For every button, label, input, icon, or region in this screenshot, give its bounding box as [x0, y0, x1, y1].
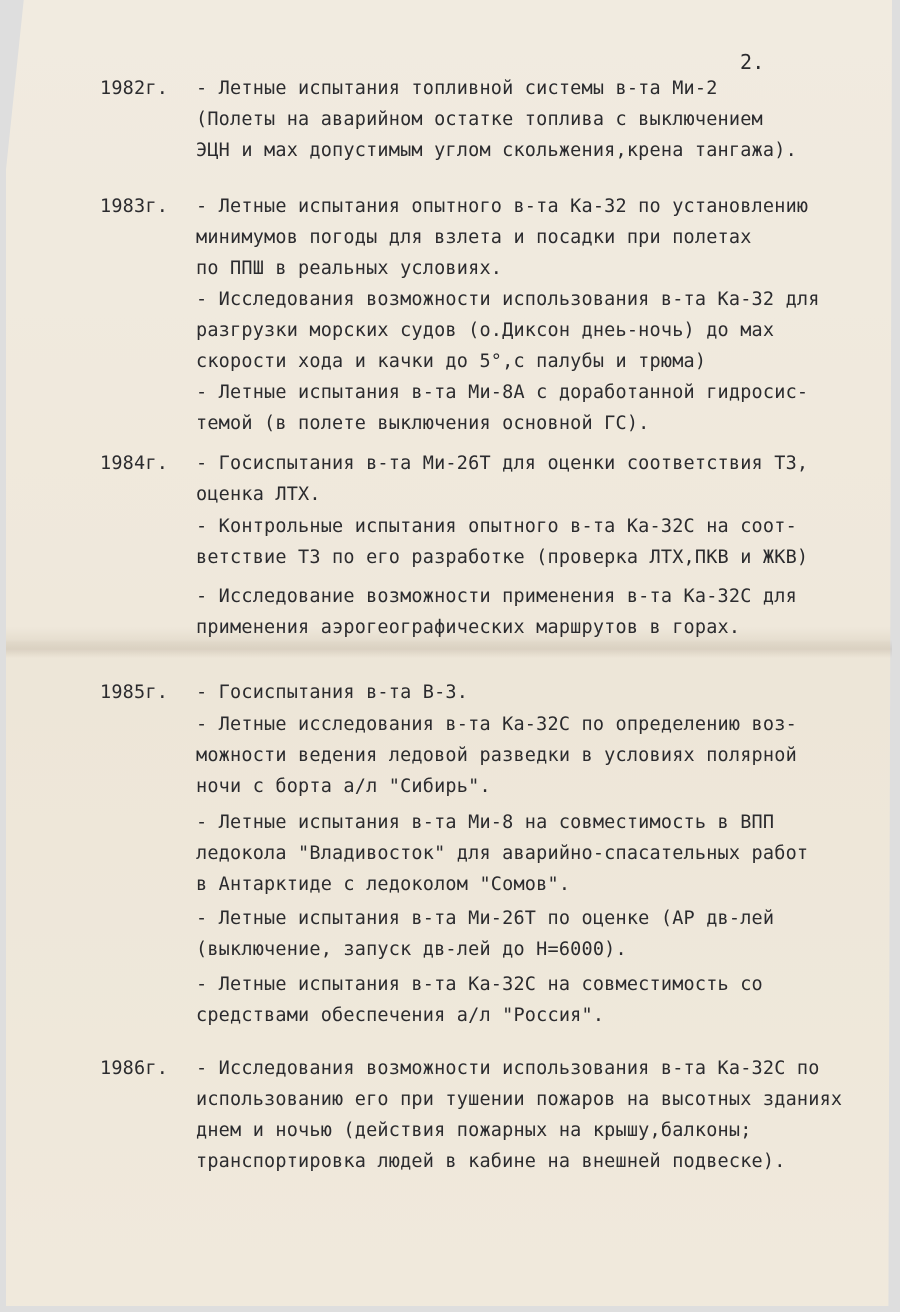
entry-line: ветствие ТЗ по его разработке (проверка ЛТХ,ПКВ и ЖКВ) [196, 547, 809, 568]
entry-line: можности ведения ледовой разведки в условиях полярной [196, 745, 797, 766]
entry-1984-3 [196, 588, 797, 650]
entry-1985-2 [196, 716, 797, 809]
entry-line: - Госиспытания в-та В-3. [196, 682, 469, 703]
entry-1984-2 [196, 518, 808, 580]
entry-1983-3 [196, 384, 808, 446]
entry-line: ночи с борта а/л "Сибирь". [196, 776, 491, 797]
entry-line: (выключение, запуск дв-лей до Н=6000). [196, 939, 627, 960]
entry-line: - Исследования возможности использования в-та Ка-32 для [196, 289, 820, 310]
entry-1985-4 [196, 910, 774, 972]
entry-line: по ППШ в реальных условиях. [196, 258, 503, 279]
entry-line: - Исследование возможности применения в-та Ка-32С для [196, 586, 797, 607]
year-1983: 1983г. [100, 196, 169, 217]
entry-line: ЭЦН и мах допустимым углом скольжения,крена тангажа). [196, 140, 797, 161]
entry-line: минимумов погоды для взлета и посадки при полетах [196, 227, 752, 248]
page-number: 2. [740, 50, 765, 74]
entry-line: - Госиспытания в-та Ми-26Т для оценки соответствия ТЗ, [196, 453, 809, 474]
entry-line: ледокола "Владивосток" для аварийно-спасательных работ [196, 843, 809, 864]
entry-1983-1 [196, 198, 808, 291]
entry-line: темой (в полете выключения основной ГС). [196, 413, 650, 434]
entry-line: (Полеты на аварийном остатке топлива с выключением [196, 109, 763, 130]
entry-line: - Летные испытания в-та Ми-8 на совместимость в ВПП [196, 812, 775, 833]
entry-line: - Летные исследования в-та Ка-32С по определению воз- [196, 714, 797, 735]
entry-line: - Летные испытания в-та Ми-8А с доработанной гидросис- [196, 382, 809, 403]
year-1984: 1984г. [100, 453, 169, 474]
entry-line: средствами обеспечения а/л "Россия". [196, 1005, 605, 1026]
entry-line: применения аэрогеографических маршрутов в горах. [196, 617, 741, 638]
entry-line: скорости хода и качки до 5°,с палубы и трюма) [196, 351, 707, 372]
entry-line: днем и ночью (действия пожарных на крышу,балконы; [196, 1120, 752, 1141]
entry-line: - Исследования возможности использования в-та Ка-32С по [196, 1058, 820, 1079]
entry-line: - Летные испытания в-та Ка-32С на совместимость со [196, 974, 763, 995]
entry-line: использованию его при тушении пожаров на высотных зданиях [196, 1089, 843, 1110]
entry-line: - Летные испытания опытного в-та Ка-32 по установлению [196, 196, 809, 217]
entry-1982-1 [196, 80, 797, 173]
entry-line: - Контрольные испытания опытного в-та Ка-32С на соот- [196, 516, 797, 537]
entry-line: - Летные испытания в-та Ми-26Т по оценке (АР дв-лей [196, 908, 775, 929]
entry-line: в Антарктиде с ледоколом "Сомов". [196, 874, 571, 895]
entry-1986-1 [196, 1060, 842, 1184]
entry-1985-1 [196, 684, 468, 715]
entry-1984-1 [196, 455, 808, 517]
entry-1985-5 [196, 976, 763, 1038]
year-1986: 1986г. [100, 1058, 169, 1079]
entry-line: оценка ЛТХ. [196, 484, 321, 505]
year-1985: 1985г. [100, 682, 169, 703]
entry-1983-2 [196, 291, 820, 384]
entry-1985-3 [196, 814, 808, 907]
entry-line: разгрузки морских судов (о.Диксон днеь-ночь) до мах [196, 320, 775, 341]
entry-line: - Летные испытания топливной системы в-та Ми-2 [196, 78, 718, 99]
year-1982: 1982г. [100, 78, 169, 99]
entry-line: транспортировка людей в кабине на внешней подвеске). [196, 1151, 786, 1172]
